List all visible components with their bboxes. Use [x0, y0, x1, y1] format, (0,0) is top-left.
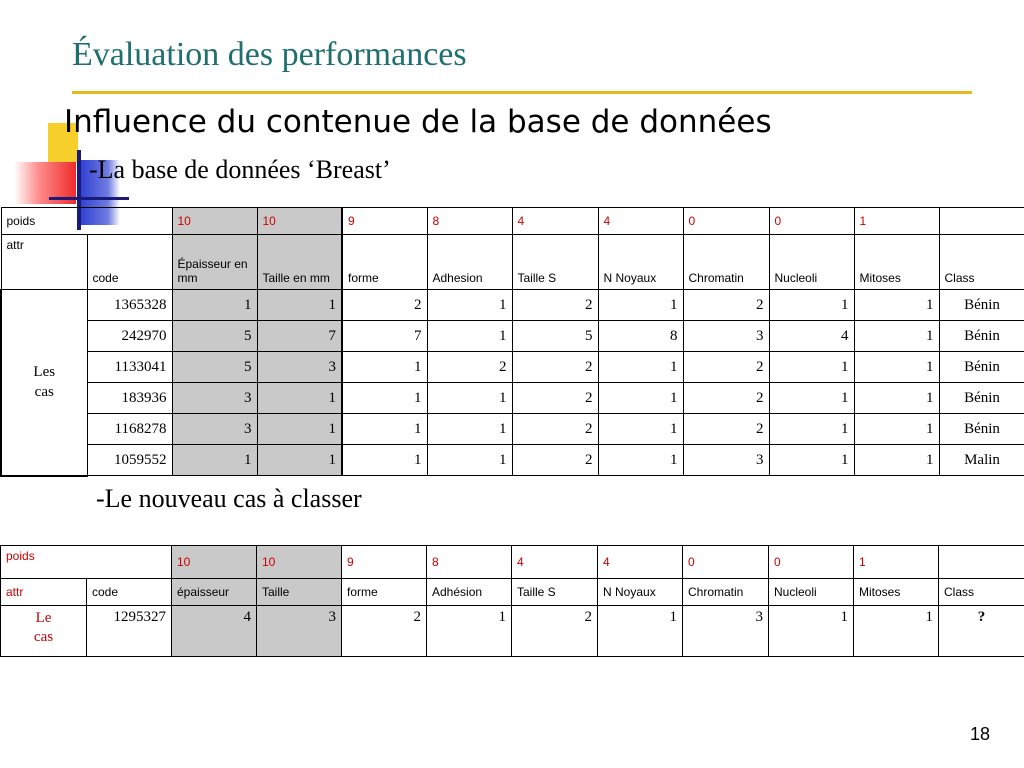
poids-value: 0 — [769, 208, 854, 235]
poids-value: 1 — [854, 546, 939, 579]
poids-label: poids — [1, 546, 172, 579]
code-cell: 242970 — [87, 321, 172, 352]
column-header: Adhésion — [427, 579, 512, 606]
value-cell: 2 — [342, 290, 427, 321]
value-cell: 1 — [598, 606, 683, 657]
value-cell: 1 — [342, 414, 427, 445]
value-cell: 1 — [769, 290, 854, 321]
case-label: Le cas — [1, 606, 87, 657]
value-cell: 1 — [342, 352, 427, 383]
value-cell: 1 — [769, 445, 854, 476]
value-cell: 2 — [683, 383, 769, 414]
value-cell: 4 — [172, 606, 257, 657]
column-header: Chromatin — [683, 579, 769, 606]
value-cell: 2 — [683, 414, 769, 445]
title-underline — [72, 91, 972, 94]
value-cell: 2 — [683, 290, 769, 321]
column-header: épaisseur — [172, 579, 257, 606]
column-header: Nucleoli — [769, 235, 854, 290]
poids-value: 10 — [257, 208, 342, 235]
poids-value: 10 — [257, 546, 342, 579]
group-label: Les cas — [1, 290, 87, 476]
value-cell: 2 — [512, 414, 598, 445]
column-header: Nucleoli — [769, 579, 854, 606]
value-cell: 1 — [854, 352, 939, 383]
table-row — [1, 290, 1024, 321]
new-case-table — [0, 545, 1024, 657]
value-cell: 1 — [257, 445, 342, 476]
value-cell: 2 — [512, 606, 598, 657]
value-cell: 2 — [427, 352, 512, 383]
column-header: Mitoses — [854, 579, 939, 606]
class-cell: Malin — [939, 445, 1024, 476]
column-header: Taille S — [512, 579, 598, 606]
attr-label: attr — [1, 579, 87, 606]
value-cell: 1 — [769, 383, 854, 414]
value-cell: 1 — [854, 606, 939, 657]
poids-value: 0 — [769, 546, 854, 579]
class-cell: Bénin — [939, 414, 1024, 445]
poids-empty — [939, 546, 1024, 579]
new-case-caption: -Le nouveau cas à classer — [96, 484, 362, 513]
code-cell: 1168278 — [87, 414, 172, 445]
value-cell: 3 — [257, 352, 342, 383]
value-cell: 1 — [342, 445, 427, 476]
code-cell: 183936 — [87, 383, 172, 414]
value-cell: 2 — [512, 290, 598, 321]
code-header: code — [87, 235, 172, 290]
value-cell: 7 — [257, 321, 342, 352]
column-header: N Noyaux — [598, 235, 683, 290]
value-cell: 1 — [257, 290, 342, 321]
code-cell: 1133041 — [87, 352, 172, 383]
code-cell: 1059552 — [87, 445, 172, 476]
column-header: forme — [342, 235, 427, 290]
value-cell: 1 — [172, 290, 257, 321]
slide-subtitle: Influence du contenue de la base de données — [64, 104, 772, 140]
value-cell: 3 — [172, 414, 257, 445]
poids-value: 8 — [427, 546, 512, 579]
code-cell: 1365328 — [87, 290, 172, 321]
value-cell: 2 — [512, 352, 598, 383]
value-cell: 1 — [769, 606, 854, 657]
poids-value: 4 — [598, 546, 683, 579]
column-header: Taille en mm — [257, 235, 342, 290]
table-row — [1, 352, 1024, 383]
slide-title: Évaluation des performances — [72, 36, 467, 73]
column-header: N Noyaux — [598, 579, 683, 606]
poids-value: 10 — [172, 208, 257, 235]
value-cell: 3 — [172, 383, 257, 414]
column-header: Taille — [257, 579, 342, 606]
poids-value: 4 — [512, 546, 598, 579]
poids-value: 10 — [172, 546, 257, 579]
class-cell: Bénin — [939, 383, 1024, 414]
column-header: Adhesion — [427, 235, 512, 290]
value-cell: 3 — [683, 606, 769, 657]
class-cell: Bénin — [939, 321, 1024, 352]
value-cell: 1 — [598, 445, 683, 476]
poids-value: 9 — [342, 208, 427, 235]
table-row — [1, 414, 1024, 445]
code-header: code — [87, 579, 172, 606]
value-cell: 3 — [257, 606, 342, 657]
value-cell: 2 — [683, 352, 769, 383]
column-header: Chromatin — [683, 235, 769, 290]
value-cell: 1 — [598, 383, 683, 414]
value-cell: 7 — [342, 321, 427, 352]
column-header: Mitoses — [854, 235, 939, 290]
table-row — [1, 383, 1024, 414]
class-cell: ? — [939, 606, 1024, 657]
class-cell: Bénin — [939, 290, 1024, 321]
database-caption: -La base de données ‘Breast’ — [89, 155, 391, 184]
value-cell: 1 — [854, 445, 939, 476]
value-cell: 4 — [769, 321, 854, 352]
poids-value: 0 — [683, 546, 769, 579]
poids-value: 9 — [342, 546, 427, 579]
table-row — [1, 445, 1024, 476]
poids-value: 1 — [854, 208, 939, 235]
value-cell: 1 — [598, 290, 683, 321]
database-table — [0, 207, 1024, 477]
value-cell: 1 — [598, 414, 683, 445]
value-cell: 1 — [854, 321, 939, 352]
value-cell: 3 — [683, 445, 769, 476]
column-header: Class — [939, 579, 1024, 606]
table-row — [1, 606, 1024, 657]
class-cell: Bénin — [939, 352, 1024, 383]
poids-empty — [939, 208, 1024, 235]
value-cell: 1 — [854, 383, 939, 414]
value-cell: 1 — [427, 414, 512, 445]
column-header: Épaisseur en mm — [172, 235, 257, 290]
poids-value: 4 — [598, 208, 683, 235]
column-header: Class — [939, 235, 1024, 290]
value-cell: 1 — [427, 445, 512, 476]
value-cell: 1 — [427, 383, 512, 414]
value-cell: 5 — [172, 352, 257, 383]
value-cell: 1 — [598, 352, 683, 383]
poids-value: 4 — [512, 208, 598, 235]
value-cell: 1 — [854, 414, 939, 445]
value-cell: 2 — [512, 445, 598, 476]
table-row — [1, 321, 1024, 352]
value-cell: 1 — [427, 290, 512, 321]
column-header: Taille S — [512, 235, 598, 290]
value-cell: 5 — [512, 321, 598, 352]
value-cell: 2 — [512, 383, 598, 414]
value-cell: 1 — [769, 414, 854, 445]
column-header: forme — [342, 579, 427, 606]
value-cell: 1 — [427, 606, 512, 657]
value-cell: 5 — [172, 321, 257, 352]
value-cell: 1 — [172, 445, 257, 476]
value-cell: 1 — [427, 321, 512, 352]
page-number: 18 — [970, 724, 991, 744]
decoration-horizontal-line — [49, 197, 129, 200]
value-cell: 8 — [598, 321, 683, 352]
value-cell: 2 — [342, 606, 427, 657]
poids-label: poids — [1, 208, 172, 235]
value-cell: 1 — [854, 290, 939, 321]
value-cell: 1 — [342, 383, 427, 414]
value-cell: 1 — [769, 352, 854, 383]
poids-value: 0 — [683, 208, 769, 235]
poids-value: 8 — [427, 208, 512, 235]
code-cell: 1295327 — [87, 606, 172, 657]
value-cell: 3 — [683, 321, 769, 352]
value-cell: 1 — [257, 414, 342, 445]
value-cell: 1 — [257, 383, 342, 414]
attr-label: attr — [1, 235, 87, 290]
